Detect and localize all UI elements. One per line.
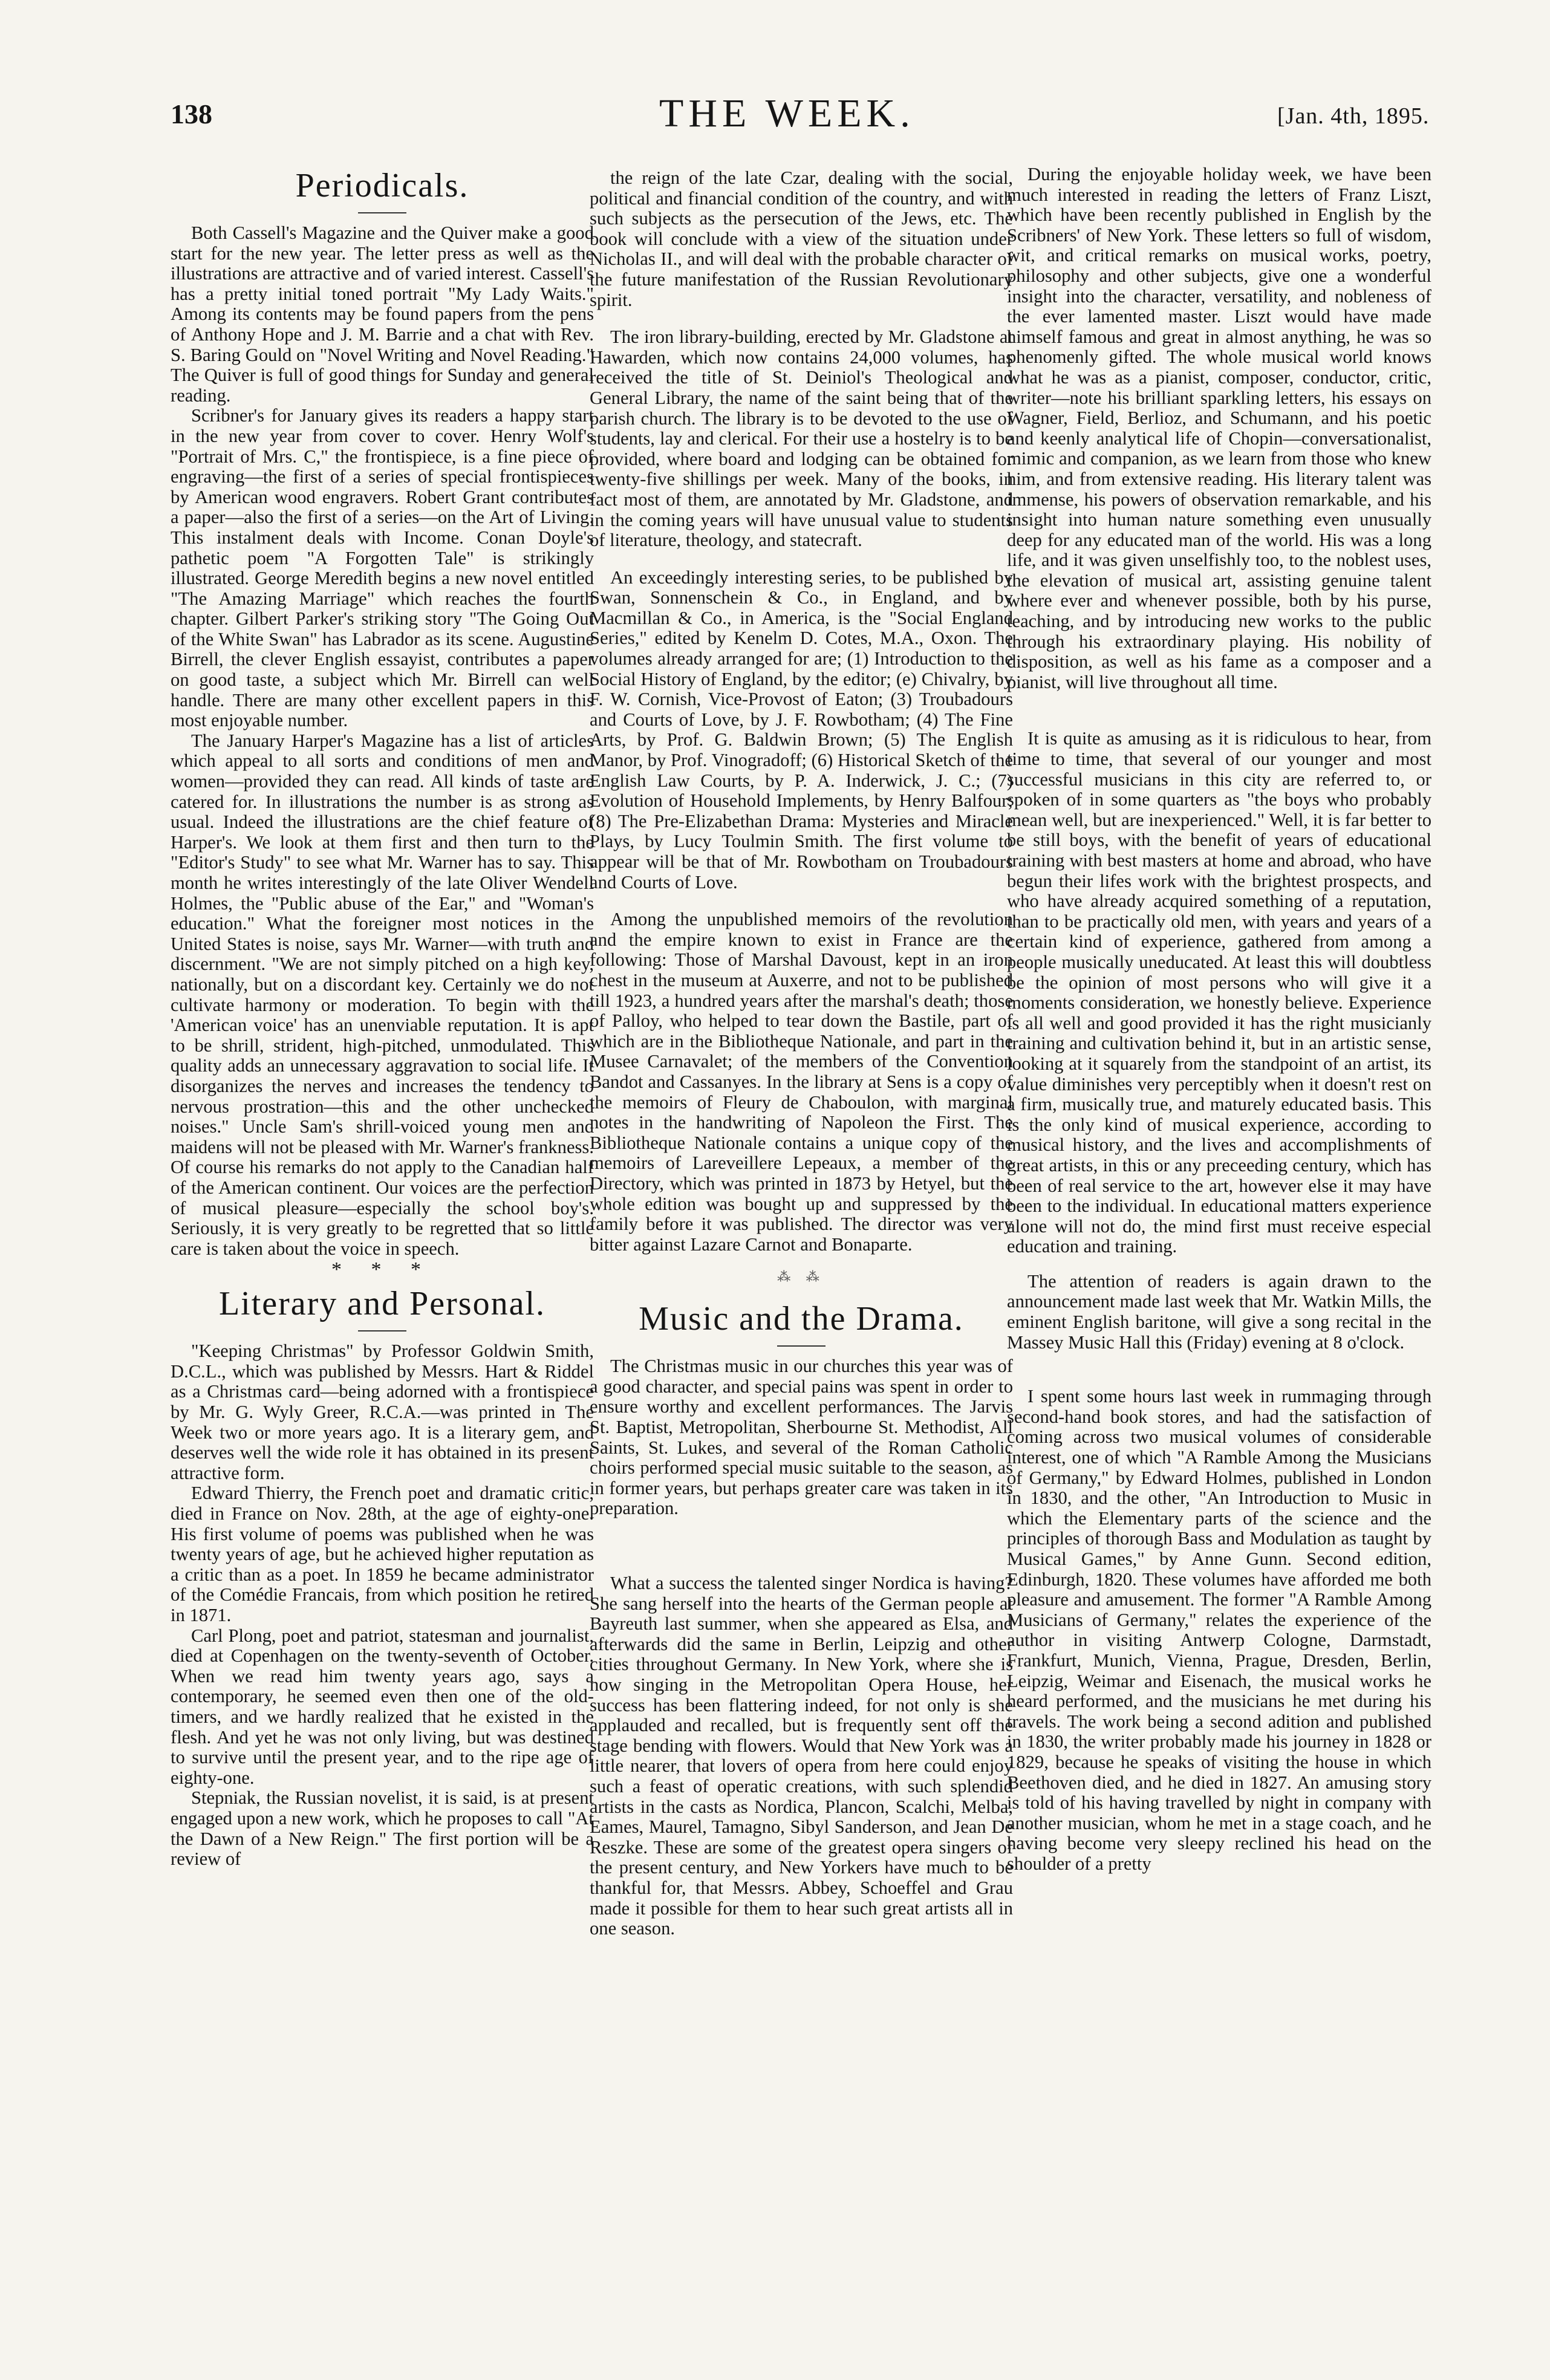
section-heading-literary: Literary and Personal. bbox=[218, 1285, 546, 1323]
section-heading-periodicals: Periodicals. bbox=[295, 167, 469, 204]
publication-title: THE WEEK. bbox=[659, 91, 915, 135]
issue-date: [Jan. 4th, 1895. bbox=[1277, 103, 1430, 129]
paragraph: "Keeping Christmas" by Professor Goldwin Smith, D.C.L., which was published by Messrs. Hart & Riddel as a Christmas card—being adorned with a frontispiece by Mr. G. Wyly Greer, R.C.A.—was printed in The Week two or more years ago. It is a literary gem, and deserves well the wide role it has obtained in its present attractive form. bbox=[171, 1341, 594, 1483]
paragraph: The Christmas music in our churches this year was of a good character, and special pains was spent in order to ensure worthy and excellent performances. The Jarvis St. Baptist, Metropolitan, Sherbourne St. Methodist, All Saints, St. Lukes, and several of the Roman Catholic choirs performed special music suitable to the season, as in former years, but perhaps greater care was taken in its preparation. bbox=[590, 1356, 1013, 1519]
heading-rule bbox=[358, 1330, 406, 1331]
section-ornament: ⁂ ⁂ bbox=[777, 1269, 825, 1285]
column-left bbox=[171, 166, 594, 1870]
paragraph: What a success the talented singer Nordica is having? She sang herself into the hearts of the German people at Bayreuth last summer, when she appeared as Elsa, and afterwards did the same in Berlin, Leipzig and other cities throughout Germany. In New York, where she is now singing in the Metropolitan Opera House, her success has been flattering indeed, for not only is she applauded and recalled, but is frequently sent off the stage bending with flowers. Would that New York was a little nearer, that lovers of opera from here could enjoy such a feast of operatic creations, with such splendid artists in the casts as Nordica, Plancon, Scalchi, Melba, Eames, Maurel, Tamagno, Sibyl Sanderson, and Jean De Reszke. These are some of the greatest opera singers of the present century, and New Yorkers have much to be thankful for, that Messrs. Abbey, Schoeffel and Grau made it possible for them to hear such great artists all in one season. bbox=[590, 1573, 1013, 1939]
column-right bbox=[1007, 164, 1431, 1874]
paragraph: It is quite as amusing as it is ridiculous to hear, from time to time, that several of our younger and most successful musicians in this city are referred to, or spoken of in some quarters as "the boys who probably mean well, but are inexperienced." Well, it is far better to be still boys, with the benefit of years of educational training with best masters at home and abroad, who have begun their lifes work with the brightest prospects, and who have already acquired something of a reputation, than to be practically old men, with years and years of a certain kind of experience, gathered from among a people musically uneducated. At least this will doubtless be the opinion of most persons who will give it a moments consideration, we honestly believe. Experience is all well and good provided it has the right musicianly training and cultivation behind it, but in an artistic sense, looking at it squarely from the standpoint of an artist, its value diminishes very perceptibly when it doesn't rest on a firm, musically true, and maturely educated basis. This is the only kind of musical experience, according to musical history, and the lives and accomplishments of great artists, in this or any preceeding century, which has been of real service to the art, however else it may have been to the individual. In educational matters experience alone will not do, the mind first must receive especial education and training. bbox=[1007, 728, 1431, 1257]
paragraph: The January Harper's Magazine has a list of articles which appeal to all sorts and conditions of men and women—provided they can read. All kinds of taste are catered for. In illustrations the number is as strong as usual. Indeed the illustrations are the chief feature of Harper's. We look at them first and then turn to the "Editor's Study" to see what Mr. Warner has to say. This month he writes interestingly of the late Oliver Wendell Holmes, the "Public abuse of the Ear," and "Woman's education." What the foreigner most notices in the United States is noise, says Mr. Warner—with truth and discernment. "We are not simply pitched on a high key, nationally, but on a discordant key. Certainly we do not cultivate harmony or moderation. To begin with the 'American voice' has an unenviable reputation. It is apt to be shrill, strident, high-pitched, unmodulated. This quality adds an unnecessary aggravation to social life. It disorganizes the nerves and increases the tendency to nervous prostration—this and the other unchecked noises." Uncle Sam's shrill-voiced young men and maidens will not be pleased with Mr. Warner's frankness. Of course his remarks do not apply to the Canadian half of the American continent. Our voices are the perfection of musical pleasure—especially the school boy's. Seriously, it is very greatly to be regretted that so little care is taken about the voice in speech. bbox=[171, 730, 594, 1259]
column-middle bbox=[590, 168, 1013, 1939]
heading-rule bbox=[777, 1345, 825, 1347]
paragraph: Stepniak, the Russian novelist, it is said, is at present engaged upon a new work, which he proposes to call "At the Dawn of a New Reign." The first portion will be a review of bbox=[171, 1787, 594, 1870]
paragraph: The attention of readers is again drawn to the announcement made last week that Mr. Watkin Mills, the eminent English baritone, will give a song recital in the Massey Music Hall this (Friday) evening at 8 o'clock. bbox=[1007, 1270, 1431, 1353]
paragraph: Both Cassell's Magazine and the Quiver make a good start for the new year. The letter press as well as the illustrations are attractive and of varied interest. Cassell's has a pretty initial toned portrait "My Lady Waits." Among its contents may be found papers from the pens of Anthony Hope and J. M. Barrie and a chat with Rev. S. Baring Gould on "Novel Writing and Novel Reading." The Quiver is full of good things for Sunday and general reading. bbox=[171, 223, 594, 406]
paragraph: Among the unpublished memoirs of the revolution and the empire known to exist in France are the following: Those of Marshal Davoust, kept in an iron chest in the museum at Auxerre, and not to be published till 1923, a hundred years after the marshal's death; those of Palloy, who helped to tear down the Bastile, part of which are in the Bibliotheque Nationale, and part in the Musee Carnavalet; of the members of the Convention Bandot and Cassanyes. In the library at Sens is a copy of the memoirs of Fleury de Chaboulon, with marginal notes in the handwriting of Napoleon the First. The Bibliotheque Nationale contains a unique copy of the memoirs of Lareveillere Lepeaux, a member of the Directory, which was printed in 1873 by Hetyel, but the whole edition was bought up and suppressed by the family before it was published. The director was very bitter against Lazare Carnot and Bonaparte. bbox=[590, 909, 1013, 1255]
paragraph: I spent some hours last week in rummaging through second-hand book stores, and had the satisfaction of coming across two musical volumes of considerable interest, one of which "A Ramble Among the Musicians of Germany," by Edward Holmes, published in London in 1830, and the other, "An Introduction to Music in which the Elementary parts of the science and the principles of thorough Bass and Modulation as taught by Musical Games," by Anne Gunn. Second edition, Edinburgh, 1820. These volumes have afforded me both pleasure and amusement. The former "A Ramble Among Musicians of Germany," relates the experience of the author in visiting Antwerp Cologne, Darmstadt, Frankfurt, Munich, Vienna, Prague, Dresden, Berlin, Leipzig, Weimar and Eisenach, the musical works he heard performed, and the musicians he met during his travels. The work being a second adition and published in 1830, the writer probably made his journey in 1828 or 1829, because he speaks of visiting the house in which Beethoven died, and he died in 1827. An amusing story is told of his having travelled by night in company with another musician, whom he met in a stage coach, and he having become very sleepy reclined his head on the shoulder of a pretty bbox=[1007, 1386, 1431, 1874]
paragraph: An exceedingly interesting series, to be published by Swan, Sonnenschein & Co., in England, and by Macmillan & Co., in America, is the "Social England Series," edited by Kenelm D. Cotes, M.A., Oxon. The volumes already arranged for are; (1) Introduction to the Social History of England, by the editor; (e) Chivalry, by F. W. Cornish, Vice-Provost of Eaton; (3) Troubadours and Courts of Love, by J. F. Rowbotham; (4) The Fine Arts, by Prof. G. Baldwin Brown; (5) The English Manor, by Prof. Vinogradoff; (6) Historical Sketch of the English Law Courts, by P. A. Inderwick, J. C.; (7) Evolution of Household Implements, by Henry Balfour; (8) The Pre-Elizabethan Drama: Mysteries and Miracle Plays, by Lucy Toulmin Smith. The first volume to appear will be that of Mr. Rowbotham on Troubadours and Courts of Love. bbox=[590, 567, 1013, 892]
section-divider-stars: * * * bbox=[331, 1258, 433, 1281]
paragraph: Carl Plong, poet and patriot, statesman and journalist, died at Copenhagen on the twenty-seventh of October. When we read him twenty years ago, says a contemporary, he seemed even then one of the old-timers, and we hardly realized that he existed in the flesh. And yet he was not only living, but was destined to survive until the present year, and to the ripe age of eighty-one. bbox=[171, 1625, 594, 1788]
paragraph: Edward Thierry, the French poet and dramatic critic, died in France on Nov. 28th, at the age of eighty-one. His first volume of poems was published when he was twenty years of age, but he achieved higher reputation as a critic than as a poet. In 1859 he became administrator of the Comédie Francais, from which position he retired in 1871. bbox=[171, 1483, 594, 1625]
paragraph: the reign of the late Czar, dealing with the social, political and financial condition of the country, and with such subjects as the persecution of the Jews, etc. The book will conclude with a view of the situation under Nicholas II., and will deal with the probable character of the future manifestation of the Russian Revolutionary spirit. bbox=[590, 167, 1013, 310]
running-header bbox=[0, 91, 1550, 145]
page-number: 138 bbox=[171, 99, 212, 129]
paragraph: The iron library-building, erected by Mr. Gladstone at Hawarden, which now contains 24,000 volumes, has received the title of St. Deiniol's Theological and General Library, the name of the saint being that of the parish church. The library is to be devoted to the use of students, lay and clerical. For their use a hostelry is to be provided, where board and lodging can be obtained for twenty-five shillings per week. Many of the books, in fact most of them, are annotated by Mr. Gladstone, and in the coming years will have unusual value to students of literature, theology, and statecraft. bbox=[590, 327, 1013, 551]
paragraph: During the enjoyable holiday week, we have been much interested in reading the letters of Franz Liszt, which have been recently published in English by the Scribners' of New York. These letters so full of wisdom, wit, and critical remarks on musical works, poetry, philosophy and other subjects, give one a wonderful insight into the character, versatility, and nobleness of the ever lamented master. Liszt would have made himself famous and great in almost anything, he was so phenomenly gifted. The whole musical world knows what he was as a pianist, composer, conductor, critic, writer—note his brilliant sparkling letters, his essays on Wagner, Field, Berlioz, and Schumann, and his poetic and keenly analytical life of Chopin—conversationalist, mimic and companion, as we learn from those who knew him, and from extensive reading. His literary talent was immense, his powers of observation remarkable, and his insight into human nature something even unusually deep for any educated man of the world. His was a long life, and it was given unselfishly too, to the noblest uses, the elevation of musical art, assisting genuine talent where ever and whenever possible, both by his purse, teaching, and by introducing new works to the public through his extraordinary playing. His nobility of disposition, as well as his fame as a composer and a pianist, will live throughout all time. bbox=[1007, 164, 1431, 692]
heading-rule bbox=[358, 212, 406, 213]
section-heading-music: Music and the Drama. bbox=[639, 1300, 964, 1338]
paragraph: Scribner's for January gives its readers a happy start in the new year from cover to cover. Henry Wolf's "Portrait of Mrs. C," the frontispiece, is a fine piece of engraving—the first of a series of special frontispieces by American wood engravers. Robert Grant contributes a paper—also the first of a series—on the Art of Living. This instalment deals with Income. Conan Doyle's pathetic poem "A Forgotten Tale" is strikingly illustrated. George Meredith begins a new novel entitled "The Amazing Marriage" which reaches the fourth chapter. Gilbert Parker's striking story "The Going Out of the White Swan" has Labrador as its scene. Augustine Birrell, the clever English essayist, contributes a paper on good taste, a subject which Mr. Birrell can well handle. There are many other excellent papers in this most enjoyable number. bbox=[171, 405, 594, 731]
